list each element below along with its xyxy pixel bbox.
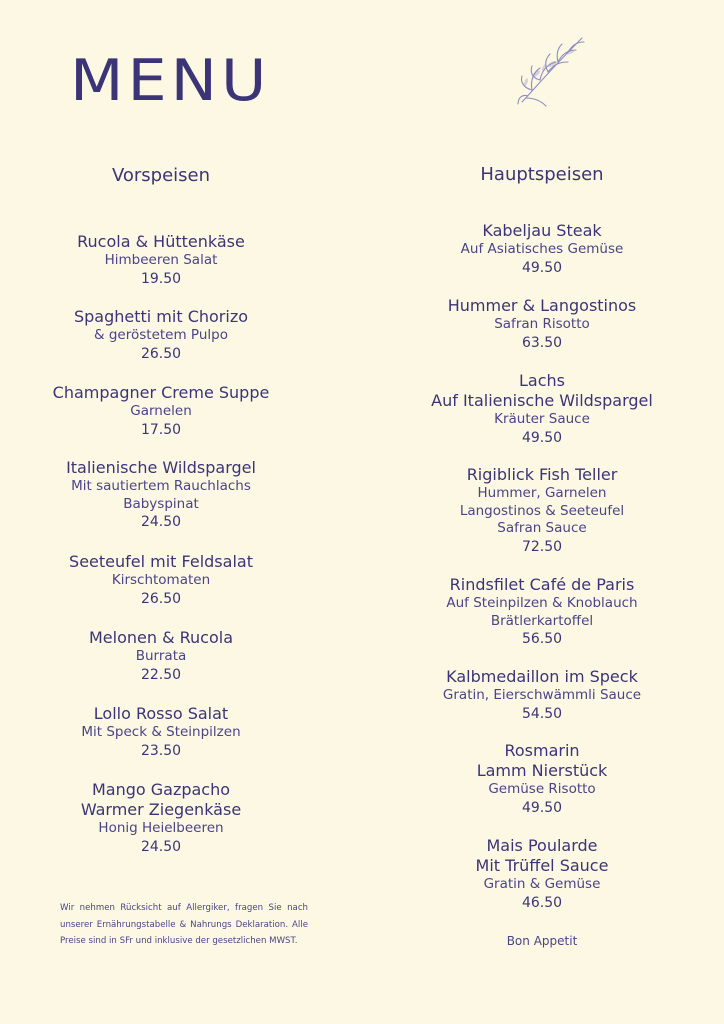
dish-item [0, 628, 322, 685]
dish-item [0, 232, 322, 289]
dish-price: 17.50 [140, 421, 182, 438]
dish-name: Lachs [519, 371, 565, 390]
dish-name: Kabeljau Steak [482, 221, 602, 240]
dish-description: Garnelen [130, 403, 192, 419]
dish-name: Mit Trüffel Sauce [475, 856, 609, 875]
dish-price: 49.50 [521, 259, 563, 276]
dish-price: 24.50 [140, 514, 182, 530]
dish-name: Seeteufel mit Feldsalat [69, 552, 253, 571]
dish-description: Hummer, Garnelen [477, 485, 607, 501]
dish-name: Spaghetti mit Chorizo [73, 307, 249, 326]
dish-description: Safran Risotto [494, 316, 590, 332]
dish-description: Babyspinat [123, 495, 199, 512]
closing-text: Bon Appetit [506, 934, 578, 948]
dish-description: Gemüse Risotto [488, 781, 596, 797]
dish-item [0, 458, 322, 532]
dish-name: Hummer & Langostinos [447, 296, 637, 315]
dish-item [380, 371, 704, 448]
dish-price: 54.50 [521, 705, 563, 722]
dish-price: 22.50 [140, 666, 182, 683]
dish-name: Rucola & Hüttenkäse [77, 232, 245, 251]
dish-description: & geröstetem Pulpo [94, 327, 228, 343]
dish-price: 63.50 [521, 334, 563, 351]
dish-description: Kräuter Sauce [494, 411, 590, 427]
dish-description: Langostinos & Seeteufel [459, 502, 625, 519]
dish-price: 23.50 [140, 742, 182, 759]
dish-price: 49.50 [521, 429, 563, 446]
allergy-note: Wir nehmen Rücksicht auf Allergiker, fragen Sie nach unserer Ernährungstabelle & Nahrungs Deklaration. Alle Preise sind in SFr und inklusive der gesetzlichen MWST. [60, 903, 308, 947]
dish-item [0, 383, 322, 440]
dish-name: Mango Gazpacho [91, 780, 231, 799]
dish-item [380, 667, 704, 724]
section-heading-mains: Hauptspeisen [480, 164, 604, 185]
dish-description: Himbeeren Salat [104, 252, 218, 268]
dish-price: 19.50 [140, 270, 182, 287]
dish-item [380, 575, 704, 649]
dish-description: Kirschtomaten [111, 572, 211, 588]
dish-description: Auf Steinpilzen & Knoblauch [446, 595, 638, 611]
herb-sprig-icon [516, 32, 588, 108]
dish-item [0, 552, 322, 609]
dish-item [380, 836, 704, 913]
dish-name: Auf Italienische Wildspargel [431, 391, 653, 410]
dish-name: Kalbmedaillon im Speck [446, 667, 638, 686]
dish-name: Lamm Nierstück [476, 761, 608, 780]
dish-price: 24.50 [140, 838, 182, 855]
dish-price: 49.50 [521, 799, 563, 816]
dish-item [380, 296, 704, 353]
dish-name: Melonen & Rucola [88, 628, 234, 647]
dish-name: Rindsfilet Café de Paris [449, 575, 635, 594]
dish-name: Warmer Ziegenkäse [80, 800, 242, 819]
dish-price: 46.50 [521, 894, 563, 911]
dish-item [380, 221, 704, 278]
dish-name: Champagner Creme Suppe [52, 383, 270, 402]
dish-description: Safran Sauce [497, 520, 587, 536]
dish-name: Italienische Wildspargel [66, 458, 256, 477]
dish-name: Mais Poularde [486, 836, 598, 855]
dish-price: 56.50 [521, 631, 563, 647]
dish-price: 72.50 [521, 538, 563, 555]
dish-item [0, 704, 322, 761]
dish-item [380, 465, 704, 557]
section-heading-starters: Vorspeisen [111, 165, 211, 186]
dish-description: Honig Heielbeeren [98, 820, 224, 836]
dish-description: Gratin & Gemüse [483, 876, 601, 892]
dish-price: 26.50 [140, 590, 182, 607]
dish-item [0, 780, 322, 857]
dish-description: Burrata [135, 648, 187, 664]
dish-description: Mit Speck & Steinpilzen [81, 724, 241, 740]
dish-description: Brätlerkartoffel [490, 612, 594, 629]
page-title: MENU [70, 46, 271, 114]
dish-description: Auf Asiatisches Gemüse [460, 241, 624, 257]
dish-name: Lollo Rosso Salat [93, 704, 229, 723]
dish-price: 26.50 [140, 345, 182, 362]
dish-description: Mit sautiertem Rauchlachs [71, 478, 251, 494]
dish-name: Rosmarin [504, 741, 580, 760]
dish-item [380, 741, 704, 818]
dish-description: Gratin, Eierschwämmli Sauce [442, 687, 642, 703]
dish-item [0, 307, 322, 364]
dish-name: Rigiblick Fish Teller [466, 465, 618, 484]
